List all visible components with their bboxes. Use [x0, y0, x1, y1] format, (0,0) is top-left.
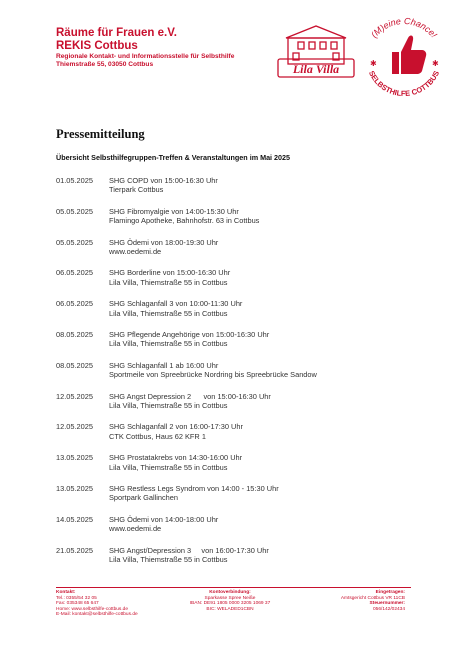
org-subname: REKIS Cottbus: [56, 40, 138, 52]
event-location: CTK Cottbus, Haus 62 KFR 1: [109, 431, 206, 441]
event-title: SHG Schlaganfall 2 von 16:00-17:30 Uhr: [109, 422, 243, 432]
event-title: SHG Schlaganfall 1 ab 16:00 Uhr: [109, 360, 219, 370]
event-date: 13.05.2025: [56, 453, 93, 463]
list-item: [56, 453, 436, 484]
list-item: [56, 515, 436, 546]
event-title: SHG Restless Legs Syndrom von 14:00 - 15:30 Uhr: [109, 483, 279, 493]
register-heading: Eingetragen:: [375, 590, 405, 595]
event-list: [56, 176, 436, 576]
footer-bank: [150, 590, 310, 612]
list-item: [56, 361, 436, 392]
event-location: Lila Villa, Thiemstraße 55 in Cottbus: [109, 400, 228, 410]
list-item: [56, 484, 436, 515]
event-location: Lila Villa, Thiemstraße 55 in Cottbus: [109, 277, 228, 287]
list-item: [56, 392, 436, 423]
event-date: 21.05.2025: [56, 545, 93, 555]
list-item: [56, 546, 436, 577]
org-address: Thiemstraße 55, 03050 Cottbus: [56, 61, 154, 68]
org-name: Räume für Frauen e.V.: [56, 27, 178, 39]
tax-number: 056/142/02434: [372, 606, 405, 612]
event-title: SHG Borderline von 15:00-16:30 Uhr: [109, 268, 231, 278]
event-location: Flamingo Apotheke, Bahnhofstr. 63 in Cottbus: [109, 216, 260, 226]
event-title: SHG Prostatakrebs von 14:30-16:00 Uhr: [109, 453, 243, 463]
list-item: [56, 176, 436, 207]
list-item: [56, 238, 436, 269]
event-date: 01.05.2025: [56, 176, 93, 185]
event-location: Sportpark Gallinchen: [109, 493, 179, 503]
document-title: Pressemitteilung: [56, 127, 145, 141]
list-item: [56, 299, 436, 330]
thumbs-up-icon: [392, 36, 426, 74]
event-date: 12.05.2025: [56, 391, 93, 401]
event-title: SHG Ödemi von 14:00-18:00 Uhr: [109, 514, 219, 524]
event-date: 05.05.2025: [56, 237, 93, 247]
bank-bic: BIC: WELADED1CBN: [206, 606, 254, 612]
footer-divider: [56, 587, 411, 588]
svg-text:(M)eine Chance!: [369, 16, 439, 40]
event-location: Lila Villa, Thiemstraße 55 in Cottbus: [109, 462, 228, 472]
footer-register: [311, 590, 405, 612]
contact-email: E-Mail: kontakt@selbsthilfe-cottbus.de: [56, 612, 138, 618]
bank-heading: Kontoverbindung:: [209, 590, 251, 595]
event-date: 06.05.2025: [56, 268, 93, 278]
footer-contact: [56, 590, 138, 618]
event-title: SHG Ödemi von 18:00-19:30 Uhr: [109, 237, 219, 247]
event-location: Tierpark Cottbus: [109, 185, 164, 195]
document-subtitle: Übersicht Selbsthilfegruppen-Treffen & Veranstaltungen im Mai 2025: [56, 153, 291, 162]
event-date: 14.05.2025: [56, 514, 93, 524]
contact-home: Home: www.selbsthilfe-cottbus.de: [56, 606, 128, 612]
list-item: [56, 268, 436, 299]
list-item: [56, 422, 436, 453]
event-location: Lila Villa, Thiemstraße 55 in Cottbus: [109, 339, 228, 349]
star-icon: ✱: [432, 59, 439, 68]
event-title: SHG Fibromyalgie von 14:00-15:30 Uhr: [109, 206, 239, 216]
event-location: www.oedemi.de: [109, 524, 162, 534]
contact-fax: Fax: 035348 65 647: [56, 601, 99, 607]
list-item: [56, 330, 436, 361]
event-date: 08.05.2025: [56, 360, 93, 370]
event-location: www.oedemi.de: [109, 247, 162, 256]
event-date: 13.05.2025: [56, 483, 93, 493]
event-location: Lila Villa, Thiemstraße 55 in Cottbus: [109, 308, 228, 318]
logo-villa-text: Lila Villa: [292, 62, 340, 76]
event-date: 08.05.2025: [56, 329, 93, 339]
bank-iban: IBAN: DE91 1805 0000 3205 1069 37: [189, 601, 271, 607]
logo-shs-top-text: (M)eine Chance!: [368, 15, 440, 40]
event-title: SHG Pflegende Angehörige von 15:00-16:30 Uhr: [109, 329, 270, 339]
event-title: SHG Schlaganfall 3 von 10:00-11:30 Uhr: [109, 299, 243, 309]
contact-heading: Kontakt:: [56, 590, 76, 595]
selbsthilfe-cottbus-logo: [356, 10, 452, 104]
event-location: Sportmeile von Spreebrücke Nordring bis Spreebrücke Sandow: [109, 370, 317, 380]
star-icon: ✱: [370, 59, 377, 68]
event-location: Lila Villa, Thiemstraße 55 in Cottbus: [109, 554, 228, 564]
tax-heading: Steuernummer:: [369, 601, 405, 607]
event-date: 12.05.2025: [56, 422, 93, 432]
contact-tel: Tel.: 0355/54 32 05: [56, 595, 97, 601]
register-court: Amtsgericht Cottbus VR 11CB: [340, 595, 405, 601]
logo-shs-bottom-text: SELBSTHILFE COTTBUS: [366, 69, 442, 99]
event-title: SHG Angst Depression 2 von 15:00-16:30 Uhr: [109, 391, 271, 401]
event-title: SHG Angst/Depression 3 von 16:00-17:30 Uhr: [109, 545, 269, 555]
list-item: [56, 207, 436, 238]
org-description: Regionale Kontakt- und Informationsstelle für Selbsthilfe: [56, 53, 235, 60]
lila-villa-logo: [276, 24, 356, 80]
event-date: 06.05.2025: [56, 299, 93, 309]
organization-header: [56, 27, 234, 69]
bank-name: Sparkasse Spree Neiße: [204, 595, 256, 601]
event-date: 05.05.2025: [56, 206, 93, 216]
event-title: SHG COPD von 15:00-16:30 Uhr: [109, 176, 218, 185]
